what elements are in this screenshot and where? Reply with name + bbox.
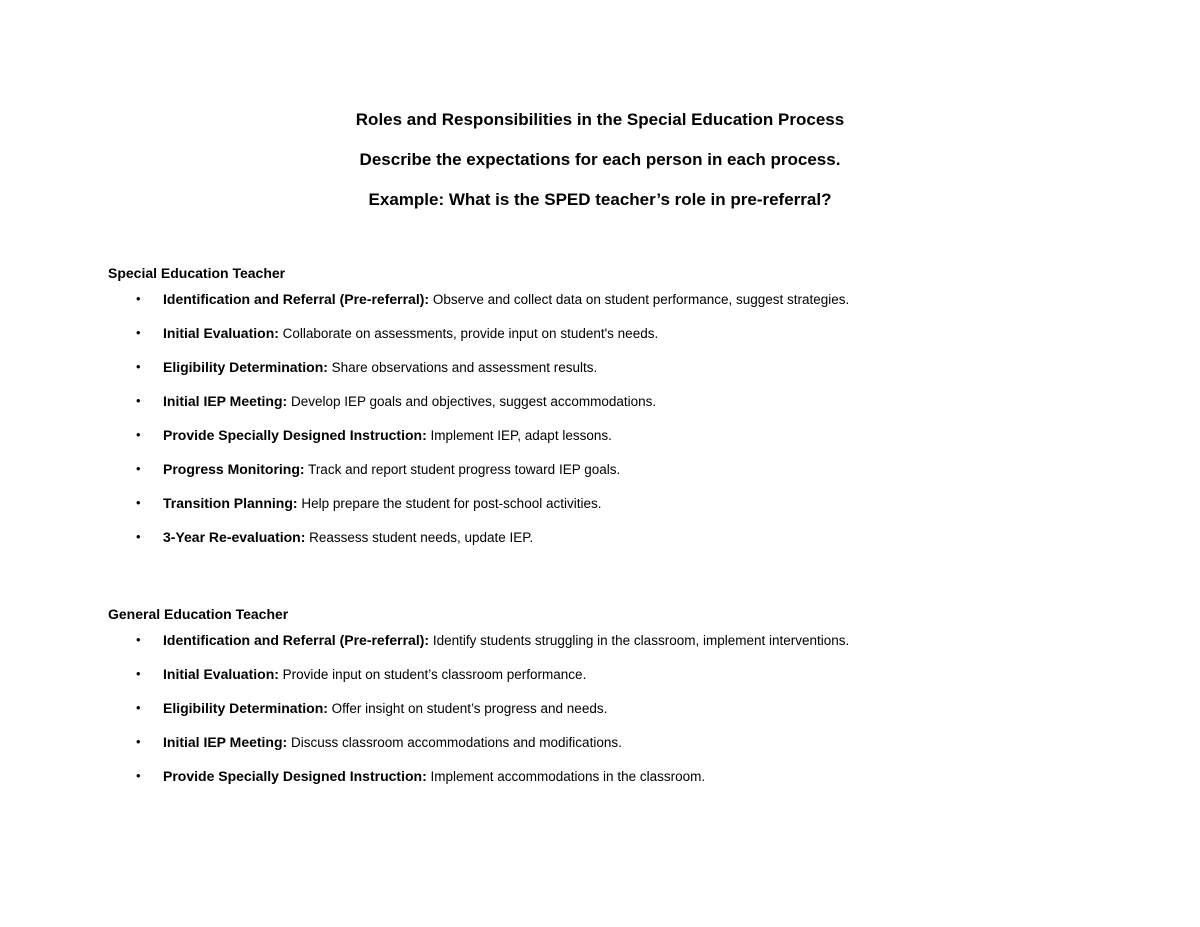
item-description: Discuss classroom accommodations and modifications. — [287, 735, 622, 750]
item-term: Initial Evaluation: — [163, 325, 279, 341]
list-item — [108, 631, 1108, 665]
item-description: Identify students struggling in the classroom, implement interventions. — [429, 633, 850, 648]
item-description: Implement accommodations in the classroom. — [426, 769, 706, 784]
bullet-icon: • — [136, 666, 141, 681]
bullet-icon: • — [136, 393, 141, 408]
bullet-icon: • — [136, 632, 141, 647]
item-description: Help prepare the student for post-school activities. — [297, 496, 602, 511]
item-description: Share observations and assessment results. — [327, 360, 598, 375]
item-term: Initial IEP Meeting: — [163, 734, 288, 750]
item-term: Provide Specially Designed Instruction: — [163, 768, 427, 784]
item-term: Eligibility Determination: — [163, 359, 328, 375]
bullet-icon: • — [136, 461, 141, 476]
list-item — [108, 290, 1108, 324]
list-item — [108, 767, 1108, 801]
bullet-icon: • — [136, 325, 141, 340]
item-description: Collaborate on assessments, provide input on student's needs. — [278, 326, 659, 341]
item-term: Identification and Referral (Pre-referral): — [163, 291, 430, 307]
item-description: Track and report student progress toward IEP goals. — [304, 462, 621, 477]
list-item — [108, 358, 1108, 392]
list-item — [108, 528, 1108, 562]
item-term: Provide Specially Designed Instruction: — [163, 427, 427, 443]
bullet-icon: • — [136, 734, 141, 749]
item-term: Identification and Referral (Pre-referral): — [163, 632, 430, 648]
document-instructions: Describe the expectations for each person in each process. — [359, 150, 841, 169]
document-example: Example: What is the SPED teacher’s role in pre-referral? — [368, 190, 832, 209]
item-term: Progress Monitoring: — [163, 461, 305, 477]
item-description: Offer insight on student’s progress and needs. — [327, 701, 608, 716]
section-title: Special Education Teacher — [108, 265, 286, 281]
bullet-icon: • — [136, 427, 141, 442]
section-title: General Education Teacher — [108, 606, 289, 622]
bullet-icon: • — [136, 700, 141, 715]
list-item — [108, 426, 1108, 460]
item-term: Eligibility Determination: — [163, 700, 328, 716]
item-term: Initial IEP Meeting: — [163, 393, 288, 409]
list-item — [108, 392, 1108, 426]
bullet-icon: • — [136, 495, 141, 510]
list-item — [108, 699, 1108, 733]
list-item — [108, 324, 1108, 358]
list-item — [108, 460, 1108, 494]
bullet-icon: • — [136, 291, 141, 306]
bullet-icon: • — [136, 529, 141, 544]
section-special-education-teacher — [108, 264, 1108, 562]
item-description: Provide input on student’s classroom performance. — [278, 667, 587, 682]
document-title: Roles and Responsibilities in the Special Education Process — [355, 110, 845, 129]
item-term: 3-Year Re-evaluation: — [163, 529, 306, 545]
item-term: Transition Planning: — [163, 495, 298, 511]
responsibility-list — [108, 631, 1108, 801]
responsibility-list — [108, 290, 1108, 562]
list-item — [108, 665, 1108, 699]
item-description: Observe and collect data on student performance, suggest strategies. — [429, 292, 850, 307]
item-term: Initial Evaluation: — [163, 666, 279, 682]
bullet-icon: • — [136, 359, 141, 374]
bullet-icon: • — [136, 768, 141, 783]
item-description: Implement IEP, adapt lessons. — [426, 428, 612, 443]
item-description: Develop IEP goals and objectives, suggest accommodations. — [287, 394, 657, 409]
list-item — [108, 733, 1108, 767]
item-description: Reassess student needs, update IEP. — [305, 530, 534, 545]
list-item — [108, 494, 1108, 528]
section-general-education-teacher — [108, 605, 1108, 801]
document-headings — [0, 110, 1200, 230]
